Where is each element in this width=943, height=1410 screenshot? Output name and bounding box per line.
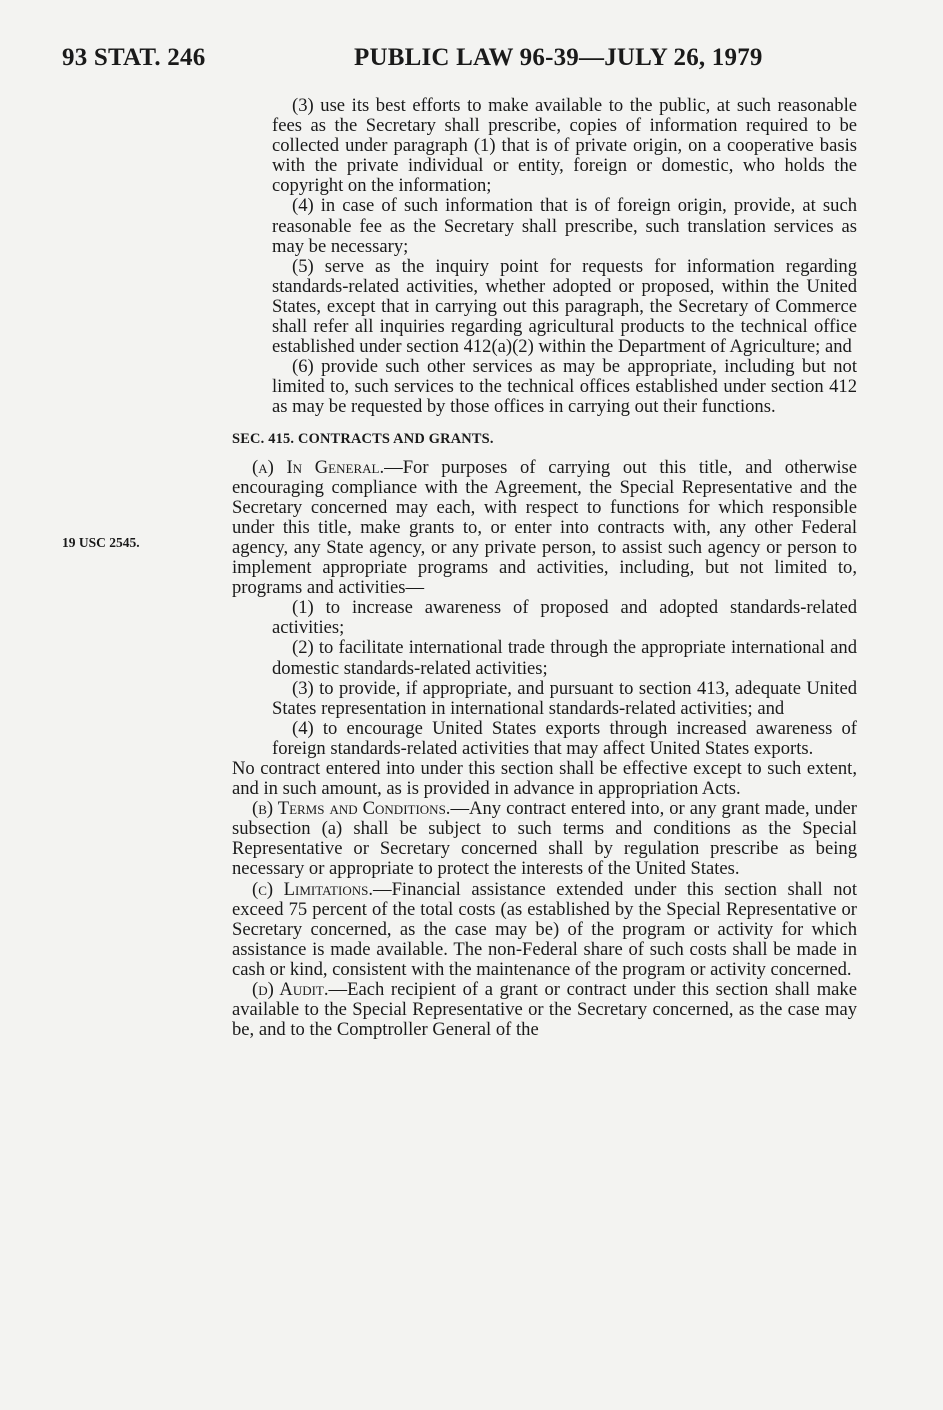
paragraph-5: (5) serve as the inquiry point for requests for information regarding standards-related activities, whether adopted or proposed, within the United States, except that in carrying out this paragraph, the Secretary of Commerce shall refer all inquiries regarding agricultural products to the technical office established under section 412(a)(2) within the Department of Agriculture; and (272, 255, 857, 358)
margin-citation: 19 USC 2545. (62, 535, 140, 550)
subsection-a-item-3: (3) to provide, if appropriate, and pursuant to section 413, adequate United States representation in international standards-related activities; and (272, 677, 857, 719)
subsection-c-text: —Financial assistance extended under this section shall not exceed 75 percent of the total costs (as established by the Special Representative or Secretary concerned, as the case may be) of the program or activity for which assistance is made available. The non-Federal share of such costs shall be made in cash or kind, consistent with the maintenance of the program or activity concerned. (232, 878, 857, 980)
page-header (62, 44, 882, 78)
subsection-a-item-2: (2) to facilitate international trade through the appropriate international and domestic standards-related activities; (272, 637, 857, 679)
statute-page-number: 93 STAT. 246 (62, 44, 206, 71)
subsection-d-heading: (d) Audit. (252, 979, 329, 1001)
subsection-c (232, 880, 857, 980)
subsection-a (232, 458, 857, 599)
paragraph-4: (4) in case of such information that is of foreign origin, provide, at such reasonable fee as the Secretary shall prescribe, such translation services as may be necessary; (272, 195, 857, 257)
paragraph-6: (6) provide such other services as may be appropriate, including but not limited to, such services to the technical offices established under section 412 as may be requested by those offices in carrying out their functions. (272, 356, 857, 418)
document-body (232, 96, 857, 1040)
subsection-a-closing: No contract entered into under this section shall be effective except to such extent, and in such amount, as is provided in advance in appropriation Acts. (232, 758, 857, 800)
subsection-a-item-1: (1) to increase awareness of proposed and adopted standards-related activities; (272, 597, 857, 639)
section-heading: SEC. 415. CONTRACTS AND GRANTS. (232, 430, 494, 447)
subsection-a-heading: (a) In General. (252, 456, 385, 478)
page-title: PUBLIC LAW 96-39—JULY 26, 1979 (354, 44, 763, 71)
subsection-d (232, 980, 857, 1040)
subsection-d-text: —Each recipient of a grant or contract under this section shall make available to the Special Representative or the Secretary concerned, as the case may be, and to the Comptroller General of the (232, 979, 857, 1041)
subsection-b-heading: (b) Terms and Conditions. (252, 798, 451, 820)
subsection-a-text: —For purposes of carrying out this title, and otherwise encouraging compliance with the Agreement, the Special Representative and the Secretary concerned may each, with respect to functions for which responsible under this title, make grants to, or enter into contracts with, any other Federal agency, any State agency, or any private person, to assist such agency or person to implement appropriate programs and activities, including, but not limited to, programs and activities— (232, 456, 857, 599)
subsection-b (232, 799, 857, 879)
paragraph-3: (3) use its best efforts to make available to the public, at such reasonable fees as the Secretary shall prescribe, copies of information required to be collected under paragraph (1) that is of private origin, on a cooperative basis with the private individual or entity, foreign or domestic, who holds the copyright on the information; (272, 95, 857, 197)
subsection-a-item-4: (4) to encourage United States exports through increased awareness of foreign standards-related activities that may affect United States exports. (272, 717, 857, 759)
subsection-c-heading: (c) Limitations. (252, 878, 373, 900)
subsection-b-text: —Any contract entered into, or any grant made, under subsection (a) shall be subject to such terms and conditions as the Special Representative or Secretary concerned shall by regulation prescribe as being necessary or appropriate to protect the interests of the United States. (232, 798, 857, 880)
